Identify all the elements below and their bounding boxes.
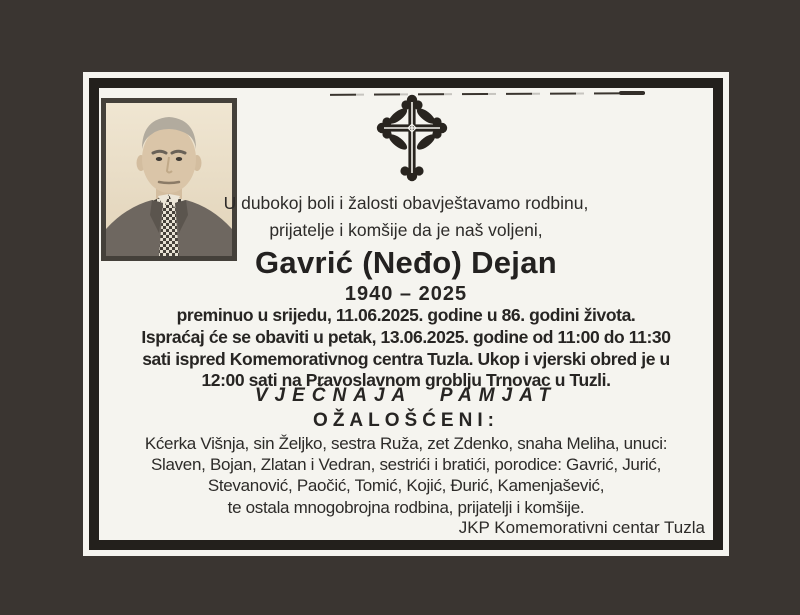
mourners-line-2: Slaven, Bojan, Zlatan i Vedran, sestrići i bratići, porodice: Gavrić, Jurić, (150, 455, 662, 475)
scan-artifact (619, 91, 645, 95)
deceased-years: 1940 – 2025 (344, 283, 468, 305)
mourners-line-1: Kćerka Višnja, sin Željko, sestra Ruža, zet Zdenko, snaha Meliha, unuci: (144, 434, 668, 453)
mourners-heading: OŽALOŠĆENI: (313, 410, 499, 431)
orthodox-cross-icon (371, 93, 453, 187)
announcement-text (103, 305, 709, 392)
deceased-name: Gavrić (Neđo) Dejan (254, 245, 557, 280)
intro-text (103, 190, 709, 244)
mourners-line-3: Stevanović, Paočić, Tomić, Kojić, Đurić, Kamenjašević, (207, 476, 605, 496)
announcement-line-3: sati ispred Komemorativnog centra Tuzla. Ukop i vjerski obred je u (142, 348, 670, 369)
mourners-list (103, 433, 709, 518)
announcement-line-2: Ispraćaj će se obaviti u petak, 13.06.2025. godine od 11:00 do 11:30 (141, 326, 671, 347)
signature: JKP Komemorativni centar Tuzla (458, 518, 705, 537)
mourners-line-4: te ostala mnogobrojna rodbina, prijatelji i komšije. (227, 497, 585, 517)
intro-line-1: U dubokoj boli i žalosti obavještavamo rodbinu, (223, 193, 589, 213)
intro-line-2: prijatelje i komšije da je naš voljeni, (269, 220, 543, 240)
memorial-phrase: VJEČNAJA PAMJAT (254, 385, 558, 406)
announcement-line-1: preminuo u srijedu, 11.06.2025. godine u 86. godini života. (176, 305, 636, 325)
announcement-line-4: 12:00 sati na Pravoslavnom groblju Trnovac u Tuzli. (201, 370, 611, 391)
obituary-card (83, 72, 729, 556)
